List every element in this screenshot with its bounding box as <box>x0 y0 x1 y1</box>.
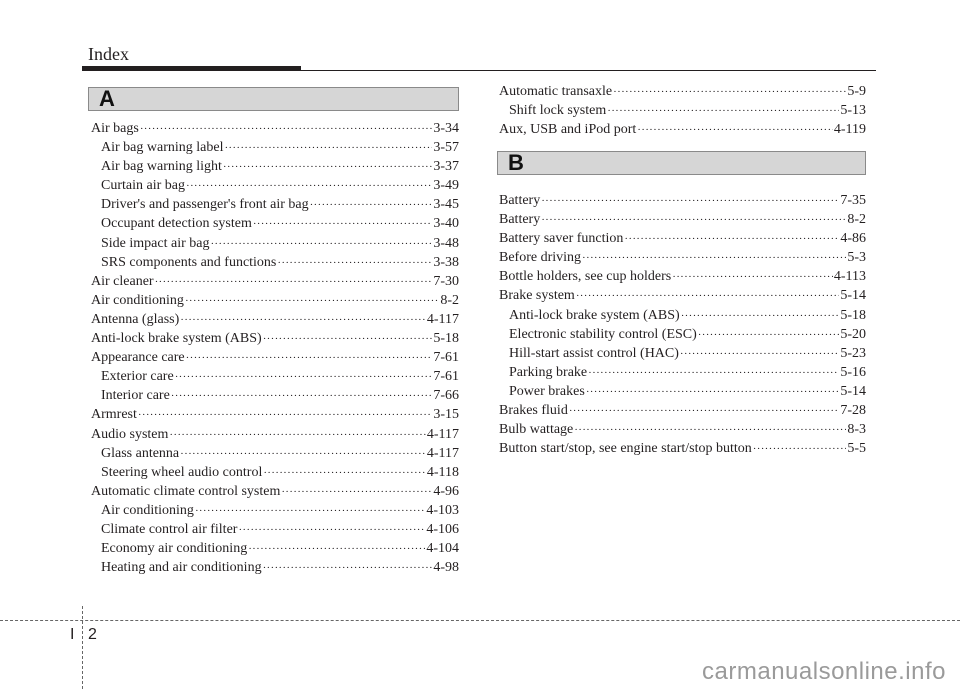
dot-leader <box>607 102 839 121</box>
dot-leader <box>672 268 833 287</box>
index-entry <box>499 401 866 420</box>
index-term: Air bag warning label <box>101 140 224 156</box>
section-b-header <box>497 151 866 175</box>
index-entry <box>499 286 866 305</box>
index-page-ref: 3-38 <box>433 254 459 270</box>
index-entry <box>91 157 459 176</box>
index-page-ref: 7-61 <box>433 369 459 385</box>
dot-leader <box>155 273 433 292</box>
index-term: Steering wheel audio control <box>101 464 263 480</box>
dot-leader <box>180 311 426 330</box>
index-term: Audio system <box>91 426 169 442</box>
index-entry <box>91 520 459 539</box>
index-entry <box>91 329 459 348</box>
dot-leader <box>681 307 840 326</box>
watermark: carmanualsonline.info <box>702 658 946 685</box>
dot-leader <box>175 368 433 387</box>
dot-leader <box>263 330 433 349</box>
dot-leader <box>180 445 426 464</box>
index-page-ref: 5-18 <box>840 307 866 323</box>
index-entry <box>91 539 459 558</box>
index-page-ref: 4-118 <box>426 464 459 480</box>
index-term: Air cleaner <box>91 273 154 289</box>
right-index-column-b <box>499 191 866 458</box>
dot-leader <box>186 349 433 368</box>
index-page-ref: 7-66 <box>433 388 459 404</box>
index-page-ref: 3-37 <box>433 159 459 175</box>
index-page-ref: 4-106 <box>426 521 459 537</box>
index-entry <box>91 310 459 329</box>
index-page-ref: 5-23 <box>840 345 866 361</box>
index-term: Anti-lock brake system (ABS) <box>91 331 262 347</box>
dot-leader <box>253 215 432 234</box>
index-term: Side impact air bag <box>101 235 210 251</box>
dot-leader <box>576 287 840 306</box>
index-page-ref: 4-117 <box>426 311 459 327</box>
index-entry <box>499 344 866 363</box>
index-page-ref: 3-40 <box>433 216 459 232</box>
header-rule <box>82 70 876 71</box>
index-term: Heating and air conditioning <box>101 560 262 576</box>
index-entry <box>91 176 459 195</box>
index-entry <box>499 101 866 120</box>
index-page-ref: 3-45 <box>433 197 459 213</box>
index-entry <box>499 325 866 344</box>
index-term: Air bag warning light <box>101 159 222 175</box>
index-term: Anti-lock brake system (ABS) <box>509 307 680 323</box>
index-term: Parking brake <box>509 364 588 380</box>
dot-leader <box>753 440 847 459</box>
index-term: Aux, USB and iPod port <box>499 122 637 138</box>
index-term: Automatic climate control system <box>91 483 281 499</box>
index-entry <box>91 386 459 405</box>
dot-leader <box>210 235 432 254</box>
index-entry <box>499 210 866 229</box>
index-term: Bulb wattage <box>499 422 574 438</box>
dot-leader <box>624 230 839 249</box>
footer-vertical-rule <box>82 606 83 689</box>
dot-leader <box>541 211 846 230</box>
index-entry <box>499 363 866 382</box>
index-page-ref: 4-117 <box>426 426 459 442</box>
right-index-column-a <box>499 82 866 139</box>
index-term: Air conditioning <box>101 502 194 518</box>
index-term: Hill-start assist control (HAC) <box>509 345 679 361</box>
index-term: Antenna (glass) <box>91 311 180 327</box>
dot-leader <box>185 292 439 311</box>
index-entry <box>91 195 459 214</box>
index-page-ref: 5-14 <box>840 288 866 304</box>
index-term: Appearance care <box>91 350 185 366</box>
index-page-ref: 5-20 <box>840 326 866 342</box>
index-page-ref: 7-30 <box>433 273 459 289</box>
index-page-ref: 5-13 <box>840 103 866 119</box>
dot-leader <box>224 139 432 158</box>
index-page-ref: 5-16 <box>840 364 866 380</box>
index-page-ref: 4-113 <box>833 269 866 285</box>
index-entry <box>499 267 866 286</box>
index-page-ref: 3-15 <box>433 407 459 423</box>
index-term: Driver's and passenger's front air bag <box>101 197 309 213</box>
dot-leader <box>588 364 839 383</box>
index-term: Air bags <box>91 121 139 136</box>
page-title: Index <box>88 44 129 64</box>
index-page-ref: 5-5 <box>847 441 866 457</box>
dot-leader <box>238 521 425 540</box>
index-page-ref: 7-61 <box>433 350 459 366</box>
footer-rule <box>0 620 960 621</box>
index-term: Interior care <box>101 388 170 404</box>
dot-leader <box>277 254 432 273</box>
index-entry <box>91 367 459 386</box>
section-b-letter: B <box>508 150 524 175</box>
index-entry <box>499 229 866 248</box>
index-term: Power brakes <box>509 383 585 399</box>
index-entry <box>91 405 459 424</box>
index-term: Climate control air filter <box>101 521 238 537</box>
index-entry <box>91 558 459 577</box>
index-page-ref: 4-86 <box>840 231 866 247</box>
index-term: Economy air conditioning <box>101 541 248 557</box>
index-entry <box>499 191 866 210</box>
index-term: Glass antenna <box>101 445 180 461</box>
left-index-column <box>91 119 459 577</box>
dot-leader <box>281 483 432 502</box>
index-term: Shift lock system <box>509 103 607 119</box>
index-term: Battery saver function <box>499 231 624 247</box>
index-page-ref: 4-103 <box>426 502 459 518</box>
index-entry <box>91 253 459 272</box>
index-term: Bottle holders, see cup holders <box>499 269 672 285</box>
index-term: Occupant detection system <box>101 216 252 232</box>
index-entry <box>91 291 459 310</box>
index-entry <box>91 214 459 233</box>
index-term: Electronic stability control (ESC) <box>509 326 697 342</box>
index-page-ref: 3-57 <box>433 140 459 156</box>
index-page-ref: 4-117 <box>426 445 459 461</box>
index-term: SRS components and functions <box>101 254 277 270</box>
dot-leader <box>569 402 840 421</box>
dot-leader <box>169 426 425 445</box>
index-term: Battery <box>499 212 541 228</box>
dot-leader <box>138 406 432 425</box>
index-page-ref: 3-34 <box>433 121 459 136</box>
index-page-ref: 5-14 <box>840 383 866 399</box>
footer-section-letter: I <box>70 626 75 643</box>
dot-leader <box>698 326 840 345</box>
index-entry <box>91 119 459 138</box>
index-entry <box>499 420 866 439</box>
index-entry <box>91 234 459 253</box>
index-page-ref: 4-96 <box>433 483 459 499</box>
dot-leader <box>263 464 426 483</box>
footer-page-number: 2 <box>88 626 97 643</box>
dot-leader <box>186 177 432 196</box>
index-page-ref: 7-28 <box>840 403 866 419</box>
index-term: Button start/stop, see engine start/stop button <box>499 441 752 457</box>
index-page-ref: 8-2 <box>440 292 459 308</box>
dot-leader <box>195 502 425 521</box>
index-entry <box>91 501 459 520</box>
index-entry <box>499 306 866 325</box>
index-page-ref: 3-48 <box>433 235 459 251</box>
section-a-letter: A <box>99 86 115 111</box>
index-term: Battery <box>499 193 541 208</box>
index-entry <box>91 463 459 482</box>
dot-leader <box>140 120 433 139</box>
index-term: Automatic transaxle <box>499 84 613 99</box>
dot-leader <box>223 158 432 177</box>
dot-leader <box>680 345 839 364</box>
index-page-ref: 8-2 <box>847 212 866 228</box>
index-entry <box>91 482 459 501</box>
index-page-ref: 8-3 <box>847 422 866 438</box>
index-page-ref: 4-104 <box>426 541 459 557</box>
dot-leader <box>582 249 846 268</box>
index-entry <box>91 425 459 444</box>
index-term: Curtain air bag <box>101 178 185 194</box>
index-entry <box>91 138 459 157</box>
index-term: Air conditioning <box>91 292 184 308</box>
dot-leader <box>613 83 846 102</box>
index-entry <box>499 120 866 139</box>
index-page-ref: 4-119 <box>833 122 866 138</box>
dot-leader <box>637 121 833 140</box>
index-entry <box>499 382 866 401</box>
index-term: Exterior care <box>101 369 174 385</box>
index-term: Armrest <box>91 407 137 423</box>
dot-leader <box>586 383 840 402</box>
index-page-ref: 4-98 <box>433 560 459 576</box>
index-term: Brake system <box>499 288 575 304</box>
index-page-ref: 5-3 <box>847 250 866 266</box>
dot-leader <box>310 196 433 215</box>
index-entry <box>91 272 459 291</box>
index-term: Brakes fluid <box>499 403 568 419</box>
index-term: Before driving <box>499 250 582 266</box>
dot-leader <box>574 421 846 440</box>
index-page-ref: 3-49 <box>433 178 459 194</box>
index-page-ref: 5-9 <box>847 84 866 99</box>
section-a-header <box>88 87 459 111</box>
index-entry <box>499 439 866 458</box>
index-entry <box>91 444 459 463</box>
dot-leader <box>541 192 839 211</box>
dot-leader <box>248 540 425 559</box>
index-page-ref: 5-18 <box>433 331 459 347</box>
dot-leader <box>263 559 433 578</box>
dot-leader <box>171 387 433 406</box>
index-entry <box>91 348 459 367</box>
index-entry <box>499 248 866 267</box>
index-page-ref: 7-35 <box>840 193 866 208</box>
index-entry <box>499 82 866 101</box>
